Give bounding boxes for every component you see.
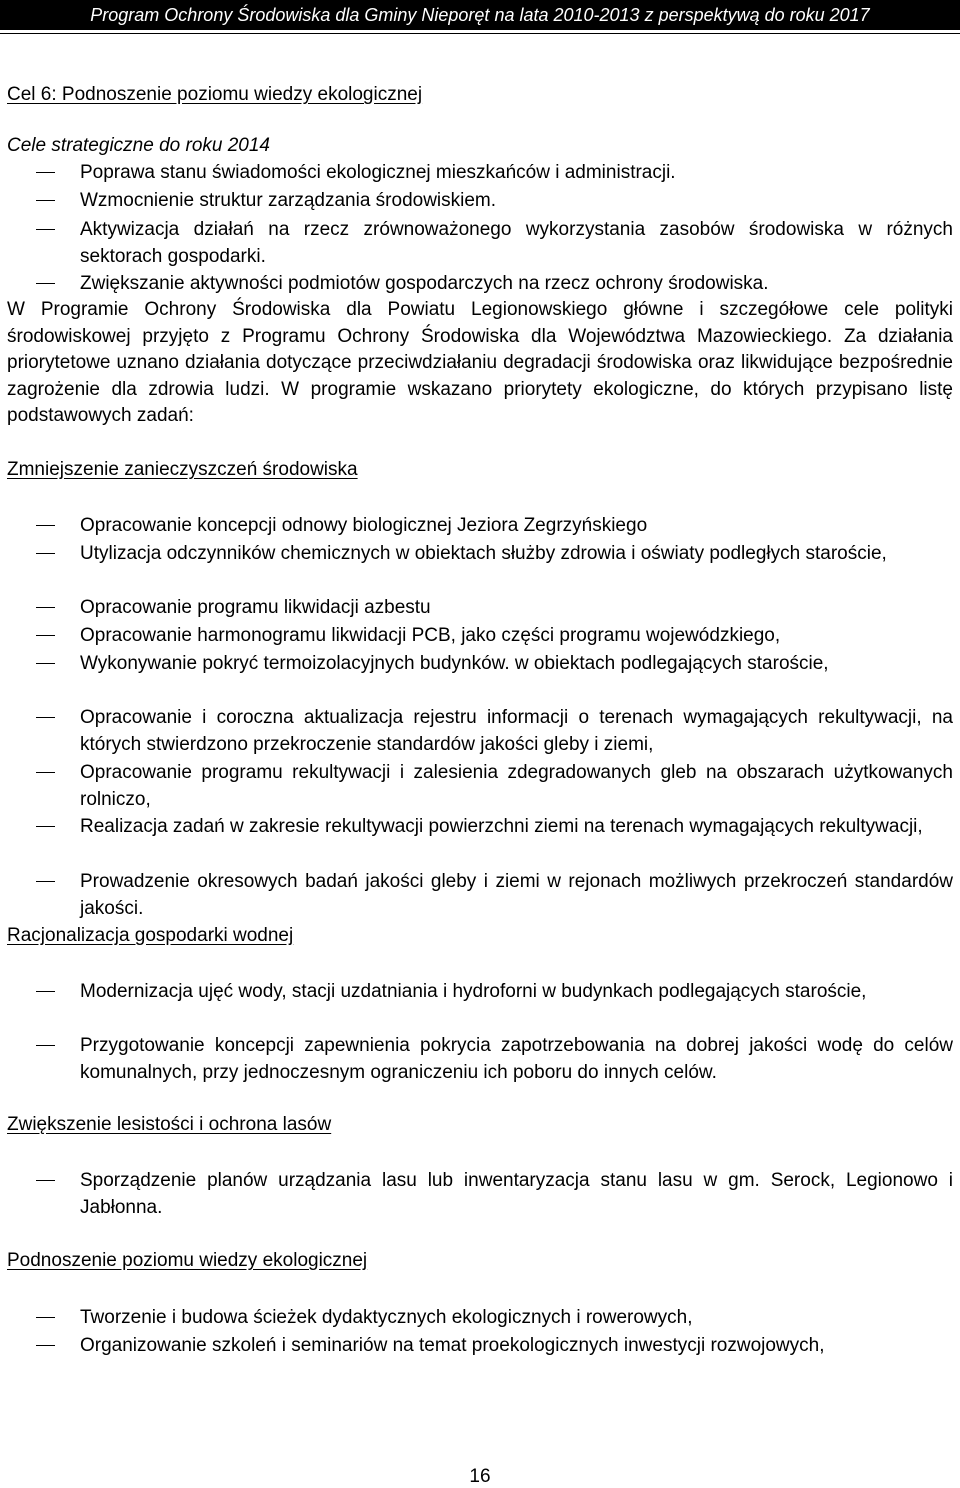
list-item: Utylizacja odczynników chemicznych w obiektach służby zdrowia i oświaty podległych staroście, — [7, 540, 953, 567]
list-item: Wykonywanie pokryć termoizolacyjnych budynków. w obiektach podlegających staroście, — [7, 650, 953, 677]
section-title: Podnoszenie poziomu wiedzy ekologicznej — [7, 1250, 368, 1271]
dash-bullet — [36, 607, 55, 608]
dash-bullet — [36, 1180, 55, 1181]
dash-bullet — [36, 172, 55, 173]
dash-bullet — [36, 717, 55, 718]
list-item: Prowadzenie okresowych badań jakości gleby i ziemi w rejonach możliwych przekroczeń standardów jakości. — [7, 868, 953, 922]
section-title: Zmniejszenie zanieczyszczeń środowiska — [7, 459, 358, 480]
list-item: Opracowanie programu likwidacji azbestu — [7, 594, 953, 621]
list-item: Tworzenie i budowa ścieżek dydaktycznych ekologicznych i rowerowych, — [7, 1304, 953, 1331]
dash-bullet — [36, 525, 55, 526]
intro-paragraph: W Programie Ochrony Środowiska dla Powiatu Legionowskiego główne i szczegółowe cele polityki środowiskowej przyjęto z Programu Ochrony Środowiska dla Województwa Mazowieckiego. Za działania priorytetowe uznano działania dotyczące przeciwdziałaniu degradacji środowiska oraz likwidujące bezpośrednie zagrożenie dla zdrowia ludzi. W programie wskazano priorytety ekologiczne, do których przypisano listę podstawowych zadań: — [7, 299, 953, 426]
list-item: Sporządzenie planów urządzania lasu lub inwentaryzacja stanu lasu w gm. Serock, Legionowo i Jabłonna. — [7, 1167, 953, 1221]
list-item: Wzmocnienie struktur zarządzania środowiskiem. — [7, 187, 953, 214]
list-item: Opracowanie harmonogramu likwidacji PCB, jako części programu wojewódzkiego, — [7, 622, 953, 649]
page-number: 16 — [469, 1466, 491, 1487]
dash-bullet — [36, 991, 55, 992]
dash-bullet — [36, 826, 55, 827]
dash-bullet — [36, 1317, 55, 1318]
dash-bullet — [36, 635, 55, 636]
header-title: Program Ochrony Środowiska dla Gminy Nieporęt na lata 2010-2013 z perspektywą do roku 2017 — [90, 5, 870, 25]
list-item: Przygotowanie koncepcji zapewnienia pokrycia zapotrzebowania na dobrej jakości wodę do celów komunalnych, przy jednoczesnym ograniczeniu ich poboru do innych celów. — [7, 1032, 953, 1086]
list-item: Poprawa stanu świadomości ekologicznej mieszkańców i administracji. — [7, 159, 953, 186]
list-item: Aktywizacja działań na rzecz zrównoważonego wykorzystania zasobów środowiska w różnych sektorach gospodarki. — [7, 216, 953, 270]
list-item: Opracowanie koncepcji odnowy biologicznej Jeziora Zegrzyńskiego — [7, 512, 953, 539]
dash-bullet — [36, 283, 55, 284]
header-divider — [0, 33, 960, 34]
strategic-heading: Cele strategiczne do roku 2014 — [7, 135, 270, 156]
list-item: Opracowanie programu rekultywacji i zalesienia zdegradowanych gleb na obszarach użytkowanych rolniczo, — [7, 759, 953, 813]
dash-bullet — [36, 200, 55, 201]
dash-bullet — [36, 1045, 55, 1046]
page-header — [0, 0, 960, 30]
dash-bullet — [36, 1345, 55, 1346]
list-item: Realizacja zadań w zakresie rekultywacji powierzchni ziemi na terenach wymagających rekultywacji, — [7, 813, 953, 840]
section-title: Racjonalizacja gospodarki wodnej — [7, 925, 294, 946]
dash-bullet — [36, 663, 55, 664]
dash-bullet — [36, 881, 55, 882]
dash-bullet — [36, 553, 55, 554]
dash-bullet — [36, 229, 55, 230]
section-title: Zwiększenie lesistości i ochrona lasów — [7, 1114, 332, 1135]
list-item: Zwiększanie aktywności podmiotów gospodarczych na rzecz ochrony środowiska. — [7, 270, 953, 297]
goal-heading: Cel 6: Podnoszenie poziomu wiedzy ekologicznej — [7, 84, 423, 105]
dash-bullet — [36, 772, 55, 773]
list-item: Organizowanie szkoleń i seminariów na temat proekologicznych inwestycji rozwojowych, — [7, 1332, 953, 1359]
list-item: Opracowanie i coroczna aktualizacja rejestru informacji o terenach wymagających rekultywacji, na których stwierdzono przekroczenie standardów jakości gleby i ziemi, — [7, 704, 953, 758]
list-item: Modernizacja ujęć wody, stacji uzdatniania i hydroforni w budynkach podlegających staroście, — [7, 978, 953, 1005]
